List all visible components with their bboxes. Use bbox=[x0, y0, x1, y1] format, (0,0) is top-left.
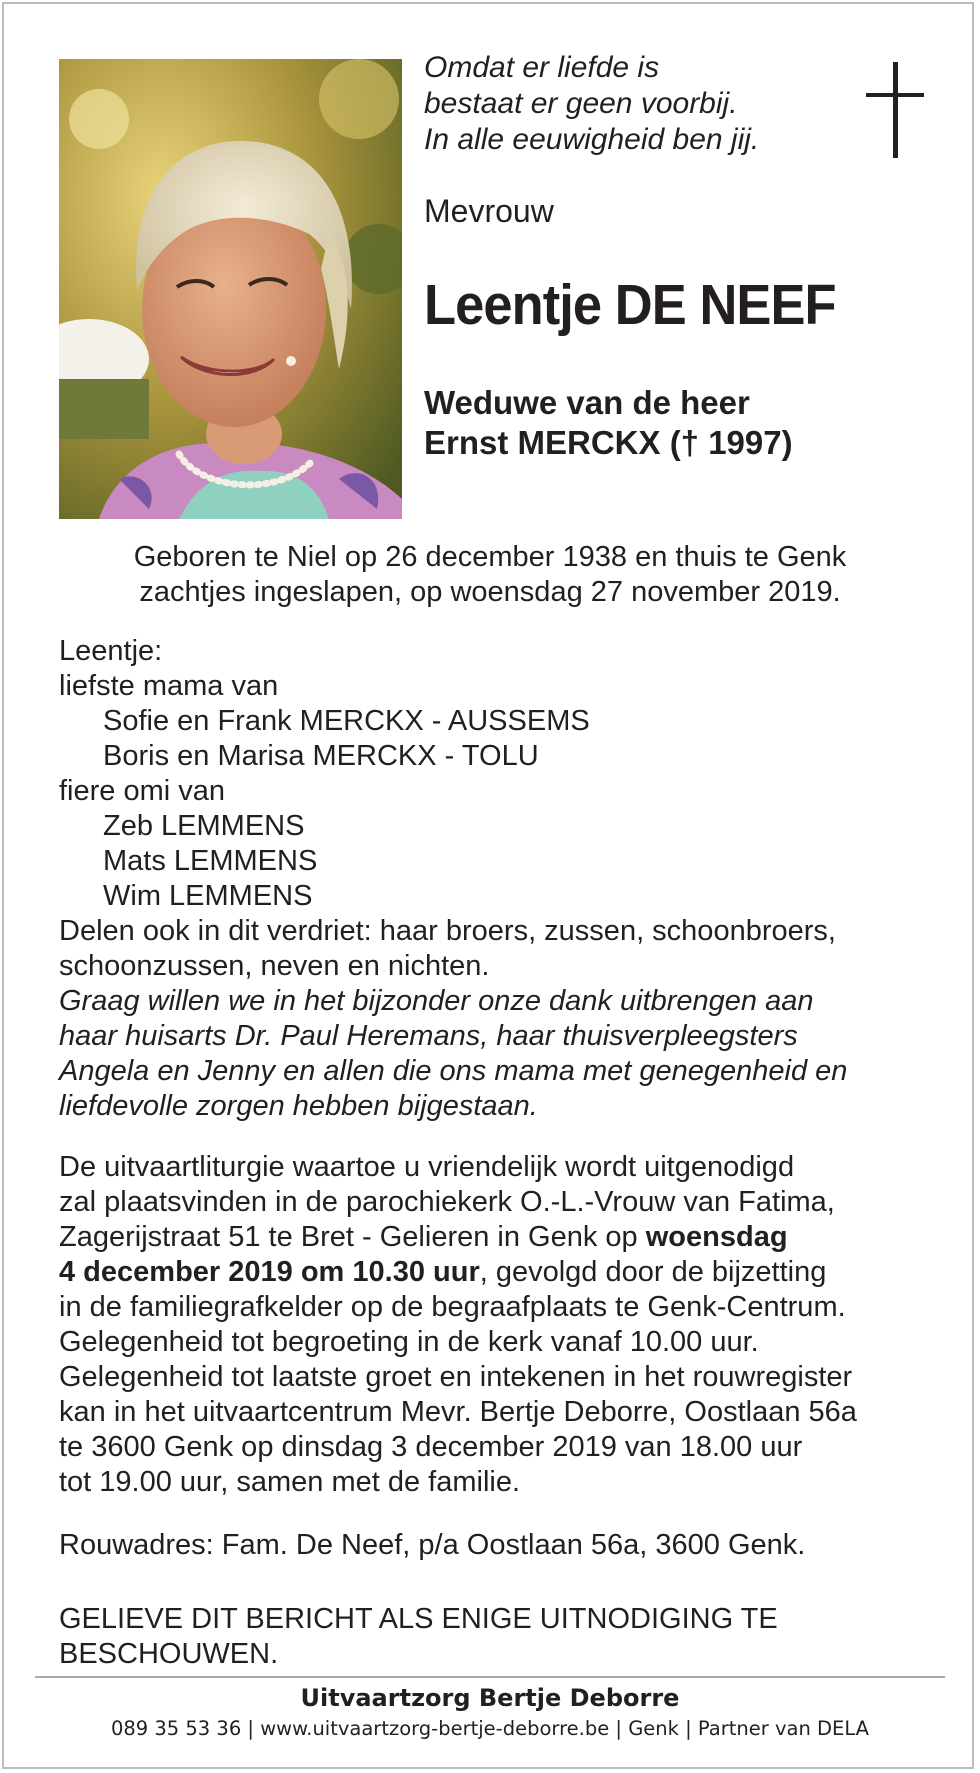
birth-death-statement bbox=[0, 540, 980, 610]
mourning-address: Rouwadres: Fam. De Neef, p/a Oostlaan 56a, 3600 Genk. bbox=[59, 1529, 806, 1561]
undertaker-name: Uitvaartzorg Bertje Deborre bbox=[300, 1684, 680, 1712]
service-line: tot 19.00 uur, samen met de familie. bbox=[59, 1466, 521, 1498]
service-text: , gevolgd door de bijzetting bbox=[479, 1256, 827, 1288]
invitation-notice bbox=[59, 1602, 778, 1672]
service-line bbox=[59, 1220, 939, 1255]
portrait-photo bbox=[59, 59, 402, 519]
cross-icon bbox=[866, 62, 924, 158]
service-line: kan in het uitvaartcentrum Mevr. Bertje Deborre, Oostlaan 56a bbox=[59, 1396, 857, 1428]
service-line: De uitvaartliturgie waartoe u vriendelijk wordt uitgenodigd bbox=[59, 1151, 795, 1183]
service-line: te 3600 Genk op dinsdag 3 december 2019 van 18.00 uur bbox=[59, 1431, 803, 1463]
birth-death-line: zachtjes ingeslapen, op woensdag 27 november 2019. bbox=[139, 576, 841, 608]
service-date-bold: woensdag bbox=[645, 1221, 788, 1253]
child-entry: Sofie en Frank MERCKX - AUSSEMS bbox=[103, 705, 590, 737]
child-entry: Boris en Marisa MERCKX - TOLU bbox=[103, 740, 539, 772]
omi-label: fiere omi van bbox=[59, 775, 226, 807]
mama-label: liefste mama van bbox=[59, 670, 279, 702]
memorial-poem bbox=[424, 50, 759, 158]
service-line bbox=[59, 1255, 939, 1290]
deceased-name: Leentje DE NEEF bbox=[424, 273, 836, 337]
service-date-bold: 4 december 2019 om 10.30 uur bbox=[59, 1256, 480, 1288]
family-intro: Leentje: bbox=[59, 635, 163, 667]
notice-line: GELIEVE DIT BERICHT ALS ENIGE UITNODIGING TE bbox=[59, 1603, 778, 1635]
thanks-line: liefdevolle zorgen hebben bijgestaan. bbox=[59, 1090, 538, 1122]
sharing-line: schoonzussen, neven en nichten. bbox=[59, 950, 490, 982]
poem-line: bestaat er geen voorbij. bbox=[424, 87, 738, 120]
footer-divider bbox=[35, 1676, 945, 1678]
thanks-line: Angela en Jenny en allen die ons mama met genegenheid en bbox=[59, 1055, 848, 1087]
poem-line: Omdat er liefde is bbox=[424, 51, 660, 84]
sharing-line: Delen ook in dit verdriet: haar broers, zussen, schoonbroers, bbox=[59, 915, 836, 947]
birth-death-line: Geboren te Niel op 26 december 1938 en thuis te Genk bbox=[133, 541, 847, 573]
widow-of bbox=[424, 383, 793, 463]
grandchild-entry: Zeb LEMMENS bbox=[103, 810, 305, 842]
family-section bbox=[59, 634, 929, 1124]
service-line: Gelegenheid tot begroeting in de kerk vanaf 10.00 uur. bbox=[59, 1326, 759, 1358]
service-line: Gelegenheid tot laatste groet en intekenen in het rouwregister bbox=[59, 1361, 853, 1393]
thanks-line: haar huisarts Dr. Paul Heremans, haar thuisverpleegsters bbox=[59, 1020, 798, 1052]
service-line: in de familiegrafkelder op de begraafplaats te Genk-Centrum. bbox=[59, 1291, 846, 1323]
notice-line: BESCHOUWEN. bbox=[59, 1638, 279, 1670]
poem-line: In alle eeuwigheid ben jij. bbox=[424, 123, 760, 156]
grandchild-entry: Mats LEMMENS bbox=[103, 845, 318, 877]
service-text: Zagerijstraat 51 te Bret - Gelieren in Genk op bbox=[59, 1221, 646, 1253]
widow-line: Ernst MERCKX († 1997) bbox=[424, 424, 793, 461]
service-line: zal plaatsvinden in de parochiekerk O.-L.-Vrouw van Fatima, bbox=[59, 1186, 835, 1218]
undertaker-contact: 089 35 53 36 | www.uitvaartzorg-bertje-deborre.be | Genk | Partner van DELA bbox=[110, 1717, 870, 1740]
honorific: Mevrouw bbox=[424, 193, 554, 229]
funeral-service-info bbox=[59, 1150, 939, 1500]
grandchild-entry: Wim LEMMENS bbox=[103, 880, 313, 912]
widow-line: Weduwe van de heer bbox=[424, 384, 750, 421]
thanks-line: Graag willen we in het bijzonder onze dank uitbrengen aan bbox=[59, 985, 814, 1017]
